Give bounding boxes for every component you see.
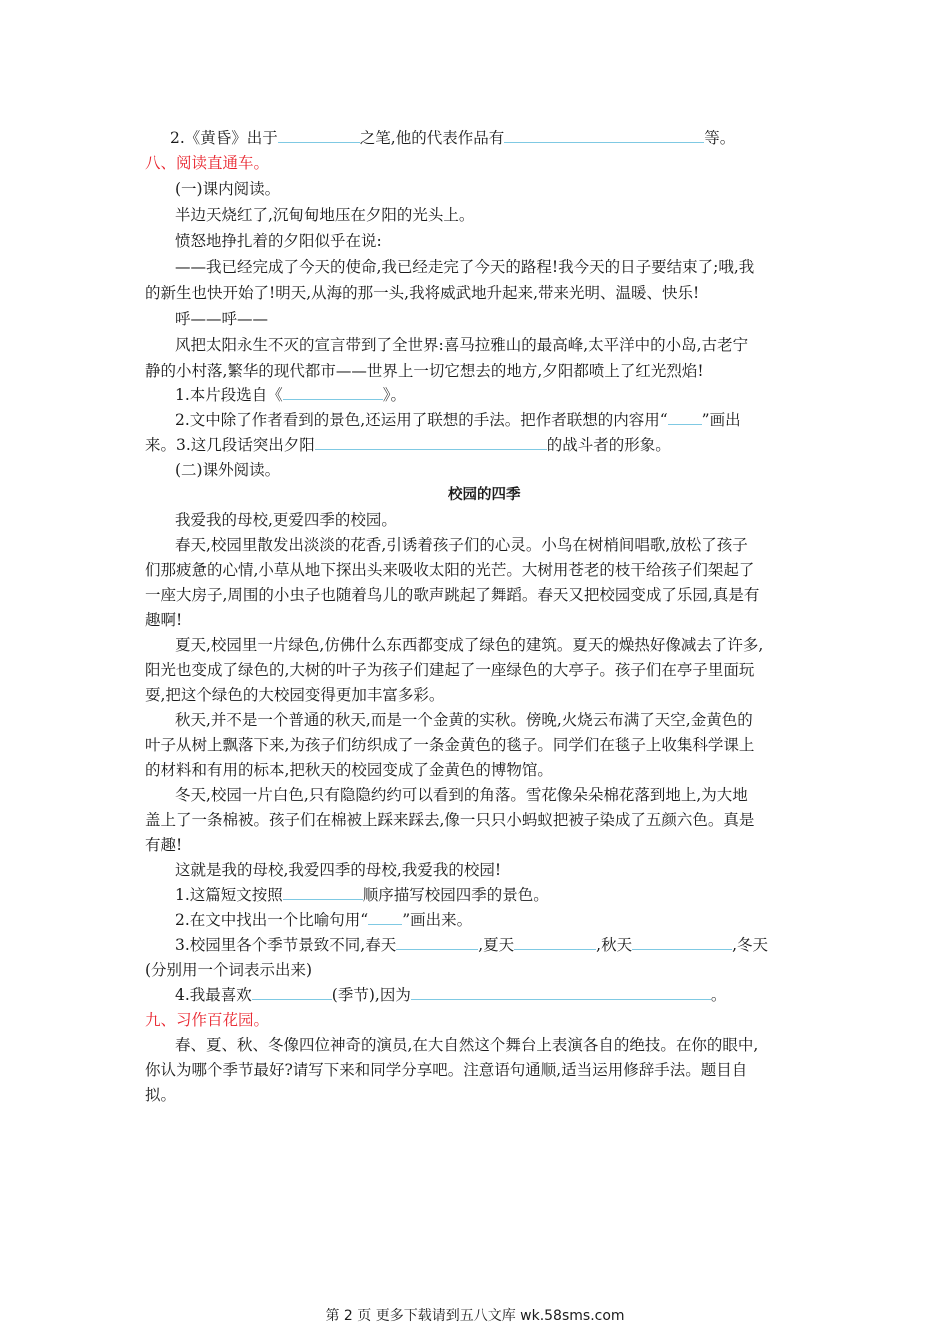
answer-blank[interactable] — [411, 985, 711, 1000]
story-paragraph: 们那疲惫的心情,小草从地下探出头来吸收太阳的光芒。大树用苍老的枝干给孩子们架起了 — [145, 561, 755, 579]
answer-blank[interactable] — [368, 910, 402, 925]
page-footer: 第 2 页 更多下载请到五八文库 wk.58sms.com — [325, 1308, 625, 1324]
reading-paragraph: 风把太阳永生不灭的宣言带到了全世界:喜马拉雅山的最高峰,太平洋中的小岛,古老宁 — [175, 336, 749, 354]
reading-paragraph: 的新生也快开始了!明天,从海的那一头,我将威武地升起来,带来光明、温暖、快乐! — [145, 284, 700, 302]
part-1-label: (一)课内阅读。 — [175, 180, 281, 198]
answer-blank[interactable] — [504, 128, 704, 143]
writing-prompt: 你认为哪个季节最好?请写下来和同学分享吧。注意语句通顺,适当运用修辞手法。题目自 — [145, 1061, 748, 1079]
answer-blank[interactable] — [278, 128, 360, 143]
reading-paragraph: 愤怒地挣扎着的夕阳似乎在说: — [175, 232, 382, 250]
story-paragraph: 的材料和有用的标本,把秋天的校园变成了金黄色的博物馆。 — [145, 761, 553, 779]
answer-blank[interactable] — [283, 885, 363, 900]
story-paragraph: 秋天,并不是一个普通的秋天,而是一个金黄的实秋。傍晚,火烧云布满了天空,金黄色的 — [175, 711, 753, 729]
story-question-3-note: (分别用一个词表示出来) — [145, 961, 313, 979]
story-paragraph: 我爱我的母校,更爱四季的校园。 — [175, 511, 397, 529]
question-2-line: 2.《黄昏》出于 之笔,他的代表作品有 等。 — [170, 129, 736, 147]
story-question-2: 2.在文中找出一个比喻句用“ ”画出来。 — [175, 911, 473, 929]
section-9-heading: 九、习作百花园。 — [145, 1011, 270, 1029]
reading-paragraph: 半边天烧红了,沉甸甸地压在夕阳的光头上。 — [175, 206, 475, 224]
story-title: 校园的四季 — [448, 487, 521, 503]
reading-paragraph: 静的小村落,繁华的现代都市——世界上一切它想去的地方,夕阳都喷上了红光烈焰! — [145, 362, 704, 380]
answer-blank[interactable] — [252, 985, 332, 1000]
story-paragraph: 冬天,校园一片白色,只有隐隐约约可以看到的角落。雪花像朵朵棉花落到地上,为大地 — [175, 786, 748, 804]
story-paragraph: 耍,把这个绿色的大校园变得更加丰富多彩。 — [145, 686, 445, 704]
story-paragraph: 叶子从树上飘落下来,为孩子们纺织成了一条金黄色的毯子。同学们在毯子上收集科学课上 — [145, 736, 755, 754]
story-paragraph: 趣啊! — [145, 611, 183, 629]
answer-blank[interactable] — [514, 935, 596, 950]
reading-paragraph: 呼——呼—— — [175, 310, 269, 328]
story-paragraph: 这就是我的母校,我爱四季的母校,我爱我的校园! — [175, 861, 502, 879]
story-paragraph: 一座大房子,周围的小虫子也随着鸟儿的歌声跳起了舞蹈。春天又把校园变成了乐园,真是有 — [145, 586, 760, 604]
reading-question-2: 2.文中除了作者看到的景色,还运用了联想的手法。把作者联想的内容用“ ”画出 — [175, 411, 741, 429]
reading-question-1: 1.本片段选自《 》。 — [175, 386, 407, 404]
reading-question-3: 来。3.这几段话突出夕阳 的战斗者的形象。 — [145, 436, 671, 454]
story-paragraph: 夏天,校园里一片绿色,仿佛什么东西都变成了绿色的建筑。夏天的燥热好像减去了许多, — [175, 636, 764, 654]
story-question-1: 1.这篇短文按照 顺序描写校园四季的景色。 — [175, 886, 549, 904]
story-paragraph: 春天,校园里散发出淡淡的花香,引诱着孩子们的心灵。小鸟在树梢间唱歌,放松了孩子 — [175, 536, 748, 554]
answer-blank[interactable] — [396, 935, 478, 950]
story-question-3: 3.校园里各个季节景致不同,春天 ,夏天 ,秋天 ,冬天 — [175, 936, 769, 954]
section-8-heading: 八、阅读直通车。 — [145, 154, 270, 172]
answer-blank[interactable] — [668, 410, 702, 425]
story-paragraph: 有趣! — [145, 836, 183, 854]
reading-paragraph: ——我已经完成了今天的使命,我已经走完了今天的路程!我今天的日子要结束了;哦,我 — [175, 258, 755, 276]
writing-prompt: 春、夏、秋、冬像四位神奇的演员,在大自然这个舞台上表演各自的绝技。在你的眼中, — [175, 1036, 759, 1054]
answer-blank[interactable] — [315, 435, 547, 450]
story-question-4: 4.我最喜欢 (季节),因为 。 — [175, 986, 727, 1004]
part-2-label: (二)课外阅读。 — [175, 461, 281, 479]
story-paragraph: 盖上了一条棉被。孩子们在棉被上踩来踩去,像一只只小蚂蚁把被子染成了五颜六色。真是 — [145, 811, 755, 829]
answer-blank[interactable] — [283, 385, 383, 400]
story-paragraph: 阳光也变成了绿色的,大树的叶子为孩子们建起了一座绿色的大亭子。孩子们在亭子里面玩 — [145, 661, 755, 679]
writing-prompt: 拟。 — [145, 1086, 177, 1104]
answer-blank[interactable] — [632, 935, 732, 950]
